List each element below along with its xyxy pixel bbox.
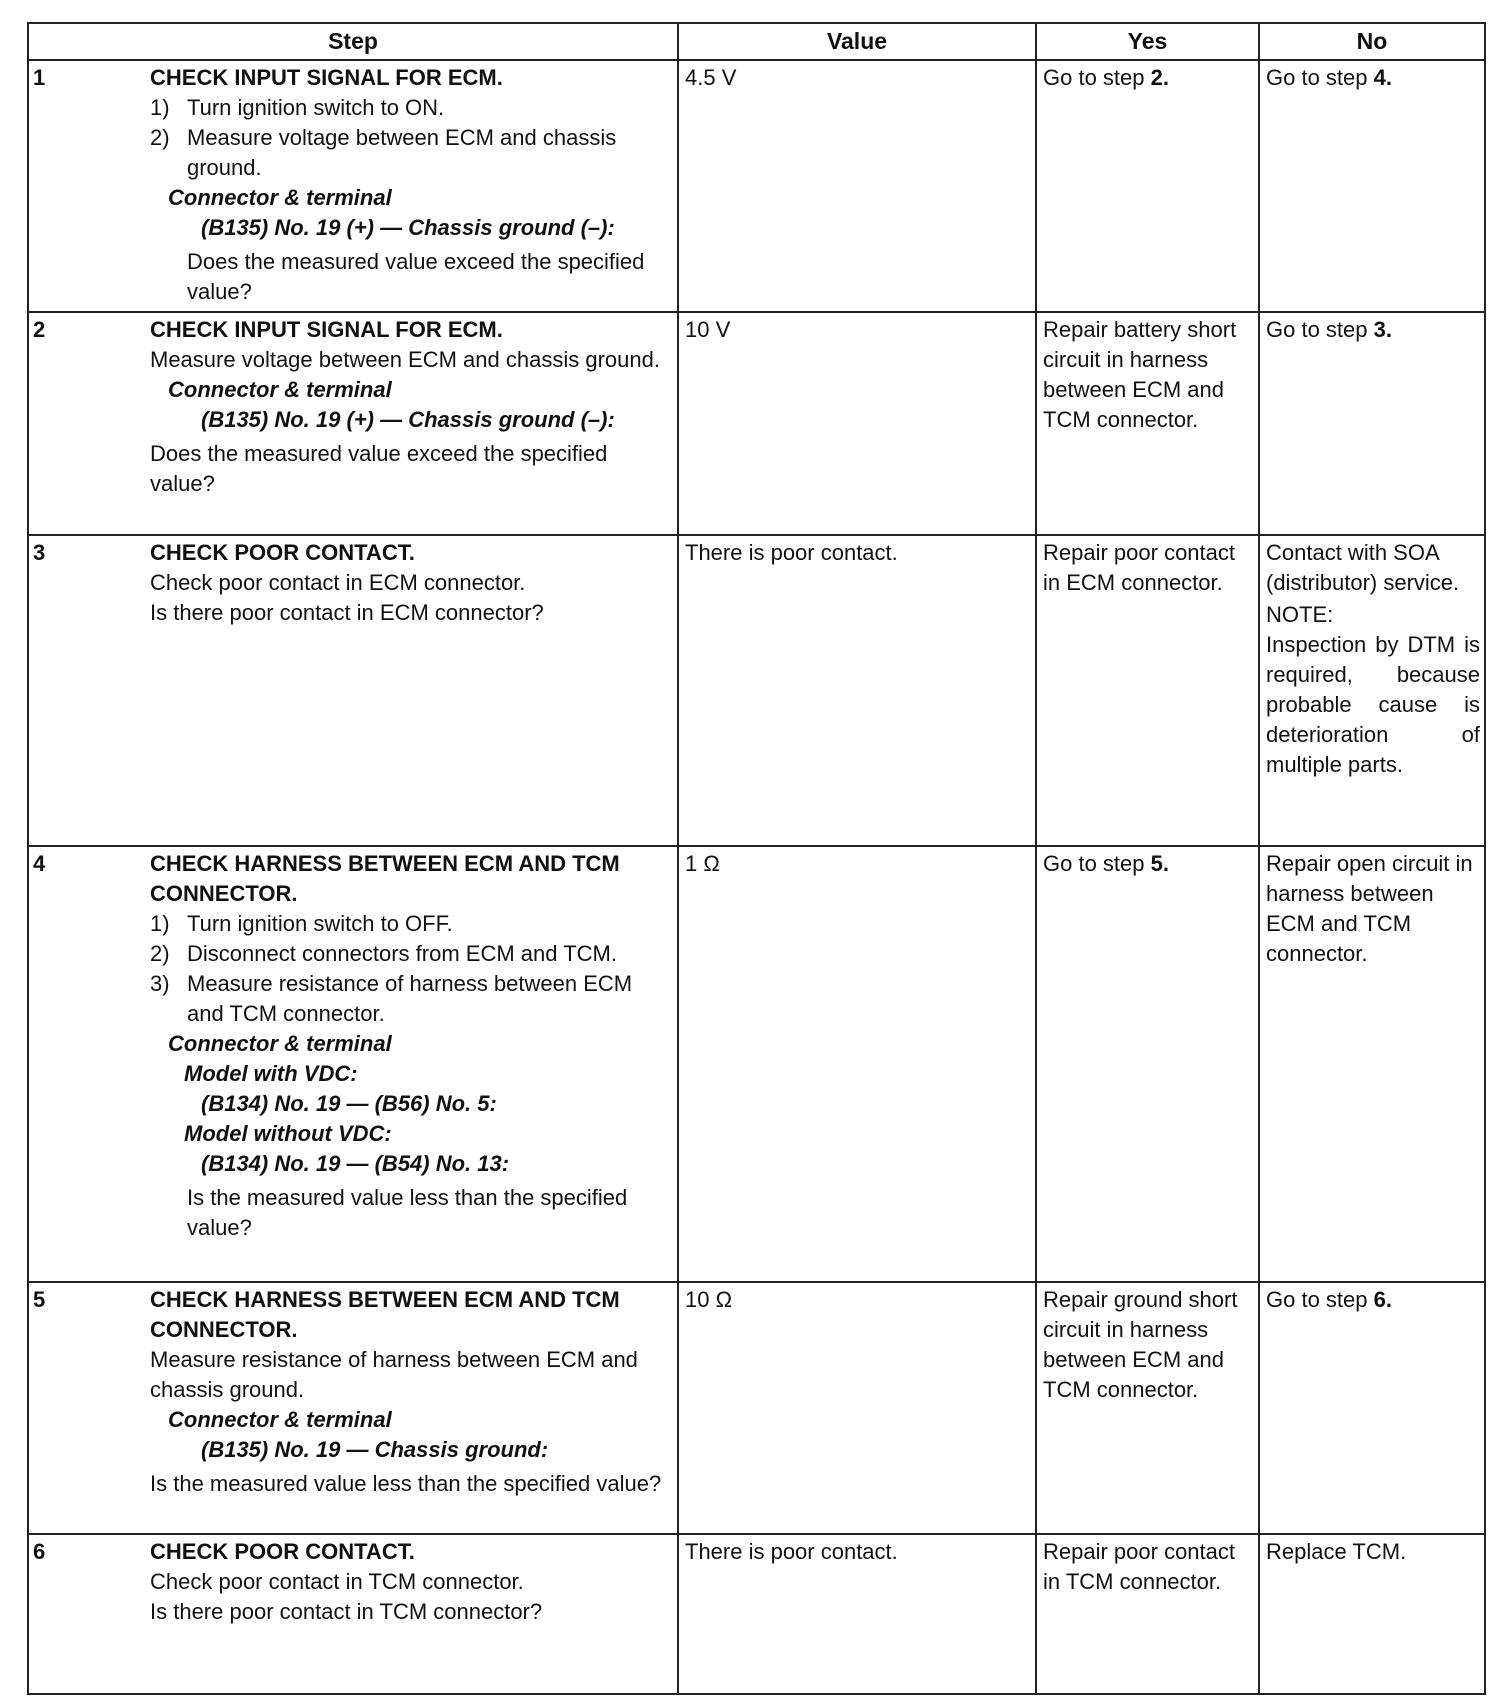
step-item: 2) Disconnect connectors from ECM and TCM. xyxy=(150,941,617,966)
step-title: CHECK INPUT SIGNAL FOR ECM. xyxy=(150,317,503,342)
step-number: 4 xyxy=(33,851,46,876)
step-item: 2) Measure voltage between ECM and chassis ground. xyxy=(150,125,617,180)
yes-text: Repair poor contact in TCM connector. xyxy=(1043,1539,1235,1594)
header-row xyxy=(28,23,1485,60)
step-number: 6 xyxy=(33,1539,46,1564)
yes-text: Repair poor contact in ECM connector. xyxy=(1043,540,1235,595)
step-title: CHECK HARNESS BETWEEN ECM AND TCM CONNECTOR. xyxy=(150,1287,620,1342)
value-cell xyxy=(678,1534,1036,1694)
yes-cell xyxy=(1036,1534,1259,1694)
connector-label: Connector & terminal xyxy=(168,377,392,402)
step-number: 5 xyxy=(33,1287,46,1312)
no-cell xyxy=(1259,535,1485,846)
value-cell xyxy=(678,535,1036,846)
step-cell xyxy=(28,312,678,535)
header-no: No xyxy=(1259,23,1485,60)
model-label: Model without VDC: xyxy=(184,1121,392,1146)
table-row xyxy=(28,846,1485,1282)
no-text: Contact with SOA (distributor) service. NOTE: Inspection by DTM is required, because probable cause is deterioration of multiple parts. xyxy=(1260,536,1484,784)
no-text: Go to step 6. xyxy=(1266,1287,1392,1312)
yes-cell xyxy=(1036,60,1259,312)
step-item: 1) Turn ignition switch to ON. xyxy=(150,95,445,120)
step-item: 3) Measure resistance of harness between ECM and TCM connector. xyxy=(150,971,633,1026)
step-title: CHECK INPUT SIGNAL FOR ECM. xyxy=(150,65,503,90)
step-item: 1) Turn ignition switch to OFF. xyxy=(150,911,453,936)
no-cell xyxy=(1259,312,1485,535)
step-cell xyxy=(28,535,678,846)
value-cell xyxy=(678,846,1036,1282)
value-text: 10 V xyxy=(685,317,731,342)
value-cell xyxy=(678,60,1036,312)
note-label: NOTE: xyxy=(1266,602,1334,627)
yes-cell xyxy=(1036,1282,1259,1534)
table-row xyxy=(28,1282,1485,1534)
table-row xyxy=(28,312,1485,535)
terminal-spec: (B134) No. 19 — (B56) No. 5: xyxy=(201,1091,497,1116)
step-question: Is the measured value less than the specified value? xyxy=(187,1185,628,1240)
step-number: 1 xyxy=(33,65,46,90)
step-title: CHECK POOR CONTACT. xyxy=(150,1539,415,1564)
step-body: Check poor contact in TCM connector. xyxy=(150,1569,524,1594)
yes-text: Go to step 2. xyxy=(1043,65,1169,90)
value-cell xyxy=(678,312,1036,535)
no-text: Go to step 4. xyxy=(1266,65,1392,90)
step-question: Does the measured value exceed the specified value? xyxy=(187,249,645,304)
no-cell xyxy=(1259,60,1485,312)
step-title: CHECK HARNESS BETWEEN ECM AND TCM CONNECTOR. xyxy=(150,851,620,906)
step-cell xyxy=(28,846,678,1282)
value-text: 4.5 V xyxy=(685,65,737,90)
value-text: 10 Ω xyxy=(685,1287,733,1312)
step-body: Measure voltage between ECM and chassis ground. xyxy=(150,347,660,372)
no-cell xyxy=(1259,1534,1485,1694)
step-question: Does the measured value exceed the specified value? xyxy=(150,441,608,496)
connector-label: Connector & terminal xyxy=(168,1407,392,1432)
note-text: Inspection by DTM is required, because probable cause is deterioration of multiple parts. xyxy=(1266,632,1480,777)
terminal-spec: (B134) No. 19 — (B54) No. 13: xyxy=(201,1151,510,1176)
yes-text: Repair ground short circuit in harness between ECM and TCM connector. xyxy=(1043,1287,1238,1402)
value-text: There is poor contact. xyxy=(685,1539,898,1564)
yes-cell xyxy=(1036,312,1259,535)
step-number: 2 xyxy=(33,317,46,342)
connector-label: Connector & terminal xyxy=(168,1031,392,1056)
header-yes: Yes xyxy=(1036,23,1259,60)
terminal-spec: (B135) No. 19 (+) — Chassis ground (–): xyxy=(201,215,615,240)
table-row xyxy=(28,535,1485,846)
value-cell xyxy=(678,1282,1036,1534)
step-body: Measure resistance of harness between ECM and chassis ground. xyxy=(150,1347,638,1402)
step-cell xyxy=(28,1282,678,1534)
header-step: Step xyxy=(28,23,678,60)
step-question: Is there poor contact in TCM connector? xyxy=(150,1599,543,1624)
yes-cell xyxy=(1036,846,1259,1282)
step-cell xyxy=(28,60,678,312)
table-row xyxy=(28,60,1485,312)
no-cell xyxy=(1259,846,1485,1282)
yes-text: Repair battery short circuit in harness between ECM and TCM connector. xyxy=(1043,317,1237,432)
value-text: There is poor contact. xyxy=(685,540,898,565)
no-text: Go to step 3. xyxy=(1266,317,1392,342)
table-row xyxy=(28,1534,1485,1694)
value-text: 1 Ω xyxy=(685,851,720,876)
connector-label: Connector & terminal xyxy=(168,185,392,210)
step-cell xyxy=(28,1534,678,1694)
no-text: Replace TCM. xyxy=(1266,1539,1407,1564)
no-cell xyxy=(1259,1282,1485,1534)
model-label: Model with VDC: xyxy=(184,1061,358,1086)
step-body: Check poor contact in ECM connector. xyxy=(150,570,526,595)
no-text: Repair open circuit in harness between ECM and TCM connector. xyxy=(1266,851,1473,966)
terminal-spec: (B135) No. 19 (+) — Chassis ground (–): xyxy=(201,407,615,432)
step-number: 3 xyxy=(33,540,46,565)
step-question: Is there poor contact in ECM connector? xyxy=(150,600,544,625)
yes-cell xyxy=(1036,535,1259,846)
diagnostic-table xyxy=(27,22,1486,1695)
step-question: Is the measured value less than the specified value? xyxy=(150,1471,662,1496)
header-value: Value xyxy=(678,23,1036,60)
terminal-spec: (B135) No. 19 — Chassis ground: xyxy=(201,1437,549,1462)
yes-text: Go to step 5. xyxy=(1043,851,1169,876)
step-title: CHECK POOR CONTACT. xyxy=(150,540,415,565)
